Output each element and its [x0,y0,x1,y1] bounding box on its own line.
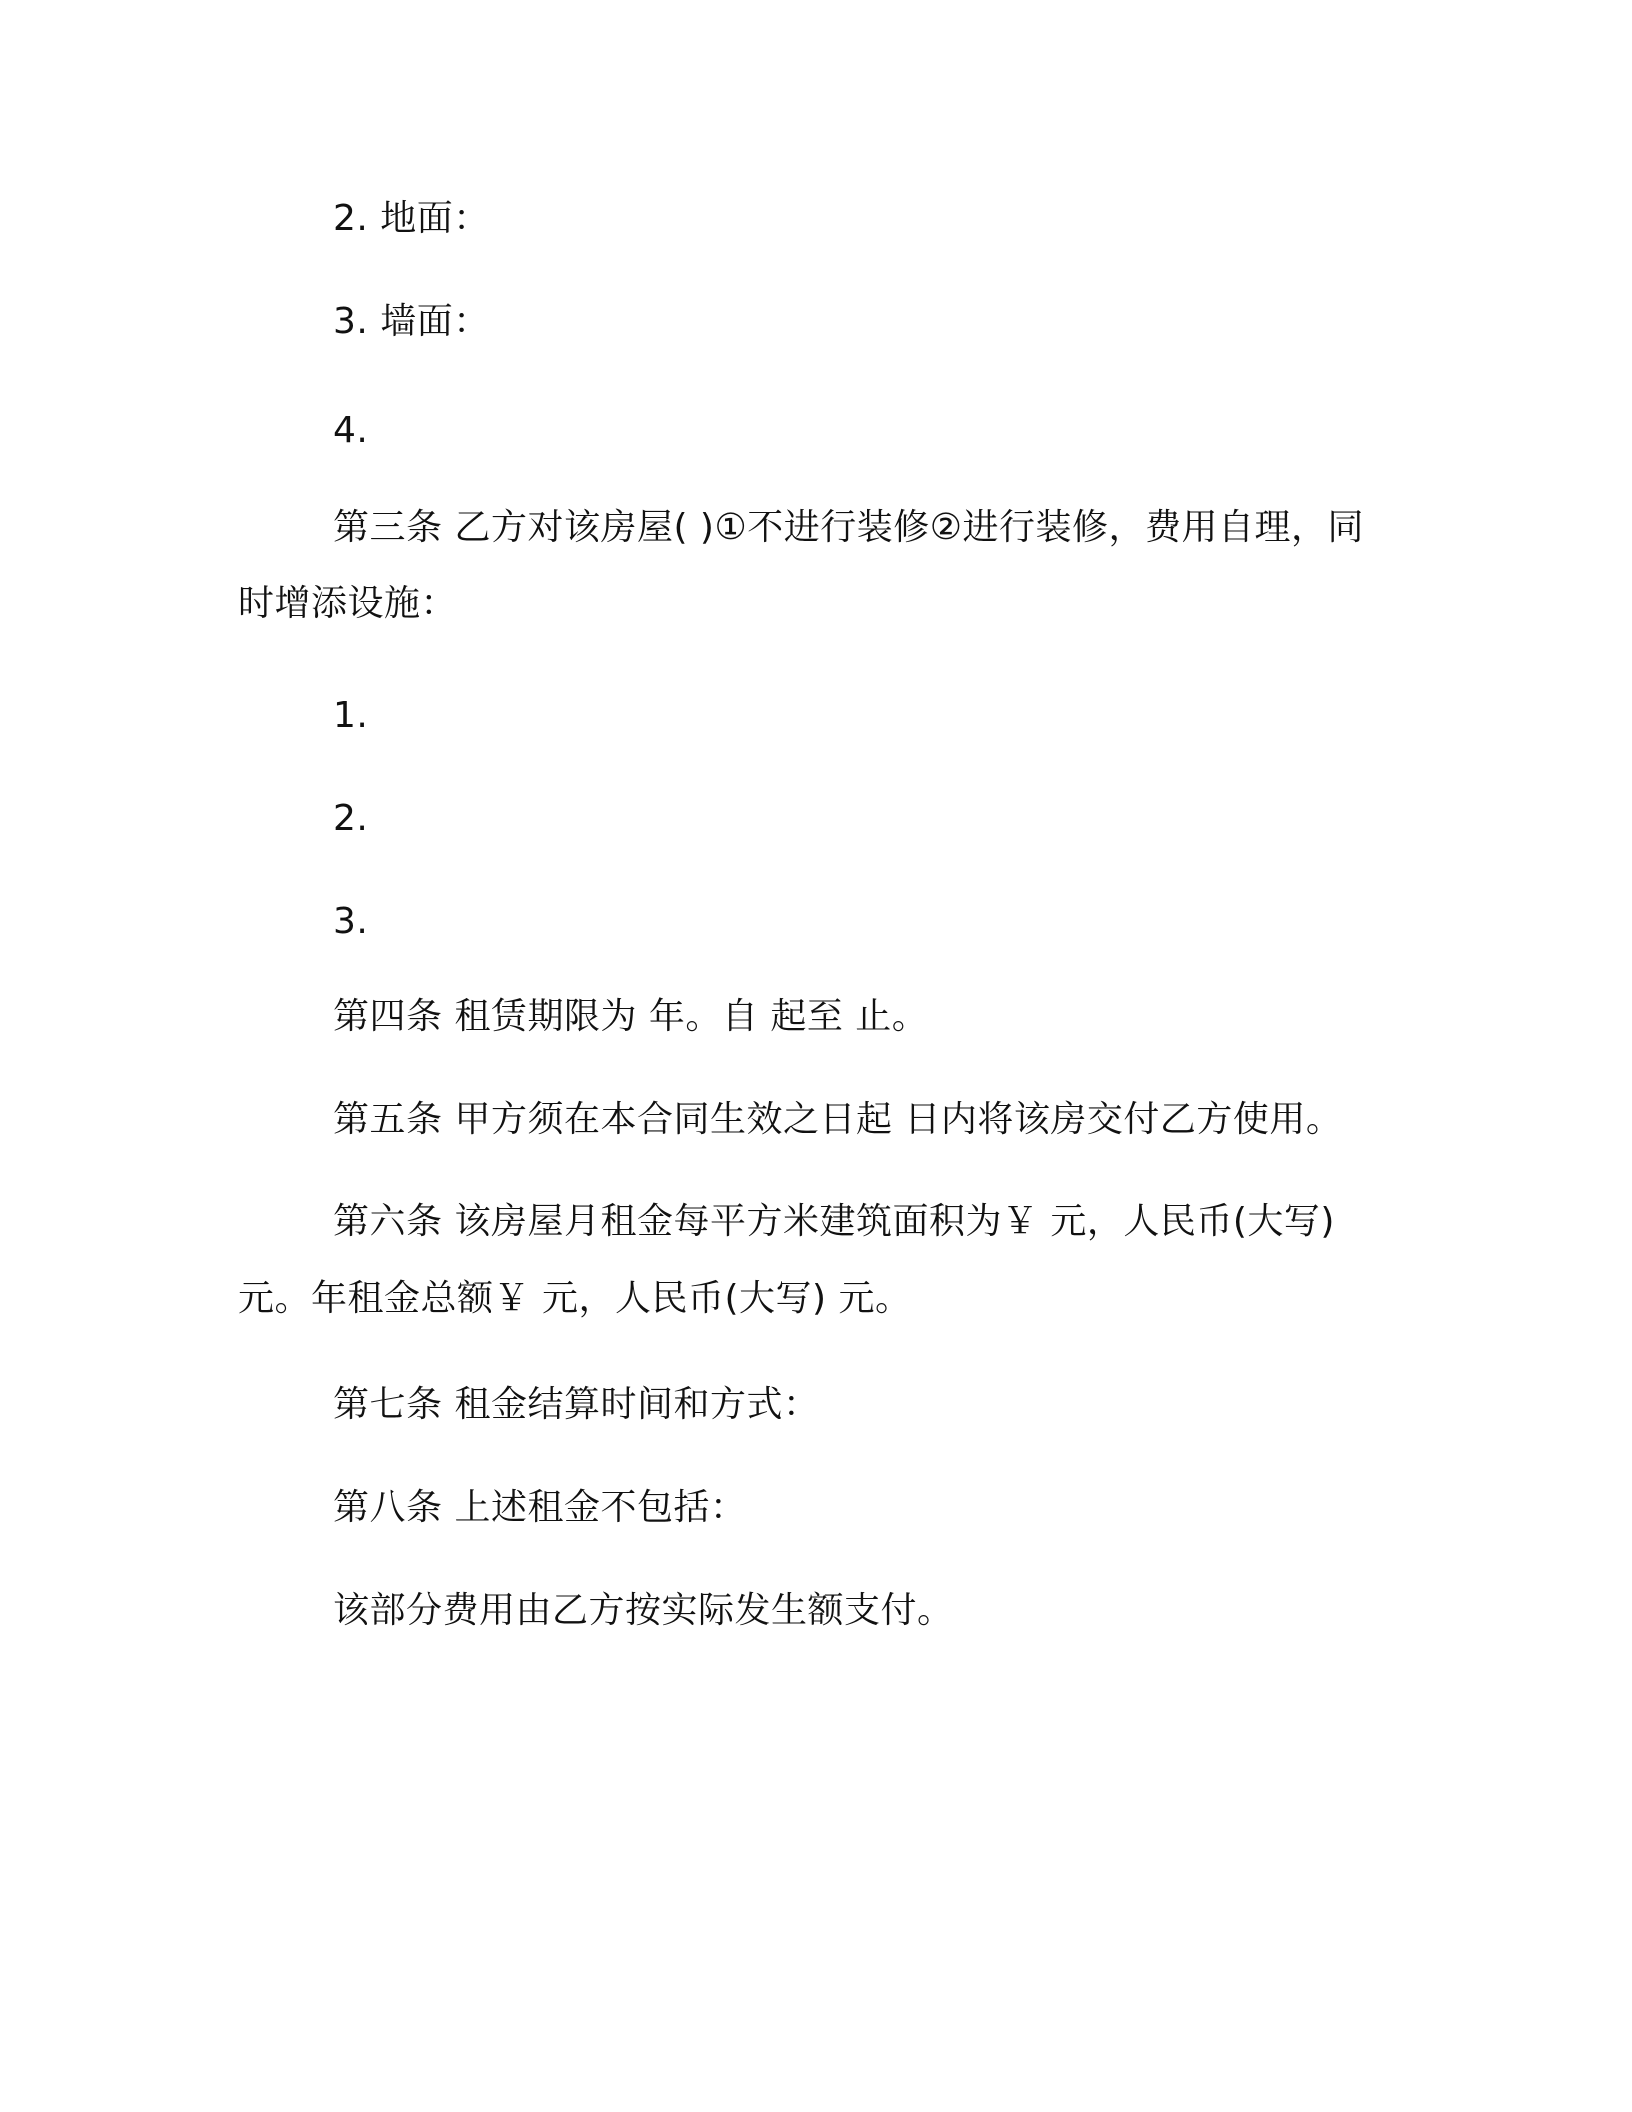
article-6-line-1: 第六条 该房屋月租金每平方米建筑面积为￥ 元，人民币(大写) [333,1201,1335,1242]
article-3-line-1: 第三条 乙方对该房屋( )①不进行装修②进行装修，费用自理，同 [333,507,1365,548]
item-wall: 3. 墙面： [333,301,490,342]
item-4: 4. [333,410,369,451]
article-4: 第四条 租赁期限为 年。自 起至 止。 [333,996,929,1037]
article-8-note: 该部分费用由乙方按实际发生额支付。 [333,1590,954,1631]
article-3-line-2: 时增添设施： [238,583,458,624]
item-floor: 2. 地面： [333,198,490,239]
facility-item-2: 2. [333,798,369,839]
article-7: 第七条 租金结算时间和方式： [333,1384,820,1425]
article-5: 第五条 甲方须在本合同生效之日起 日内将该房交付乙方使用。 [333,1099,1343,1140]
article-6-line-2: 元。年租金总额￥ 元，人民币(大写) 元。 [238,1278,912,1319]
facility-item-1: 1. [333,695,369,736]
article-8: 第八条 上述租金不包括： [333,1487,747,1528]
facility-item-3: 3. [333,901,369,942]
